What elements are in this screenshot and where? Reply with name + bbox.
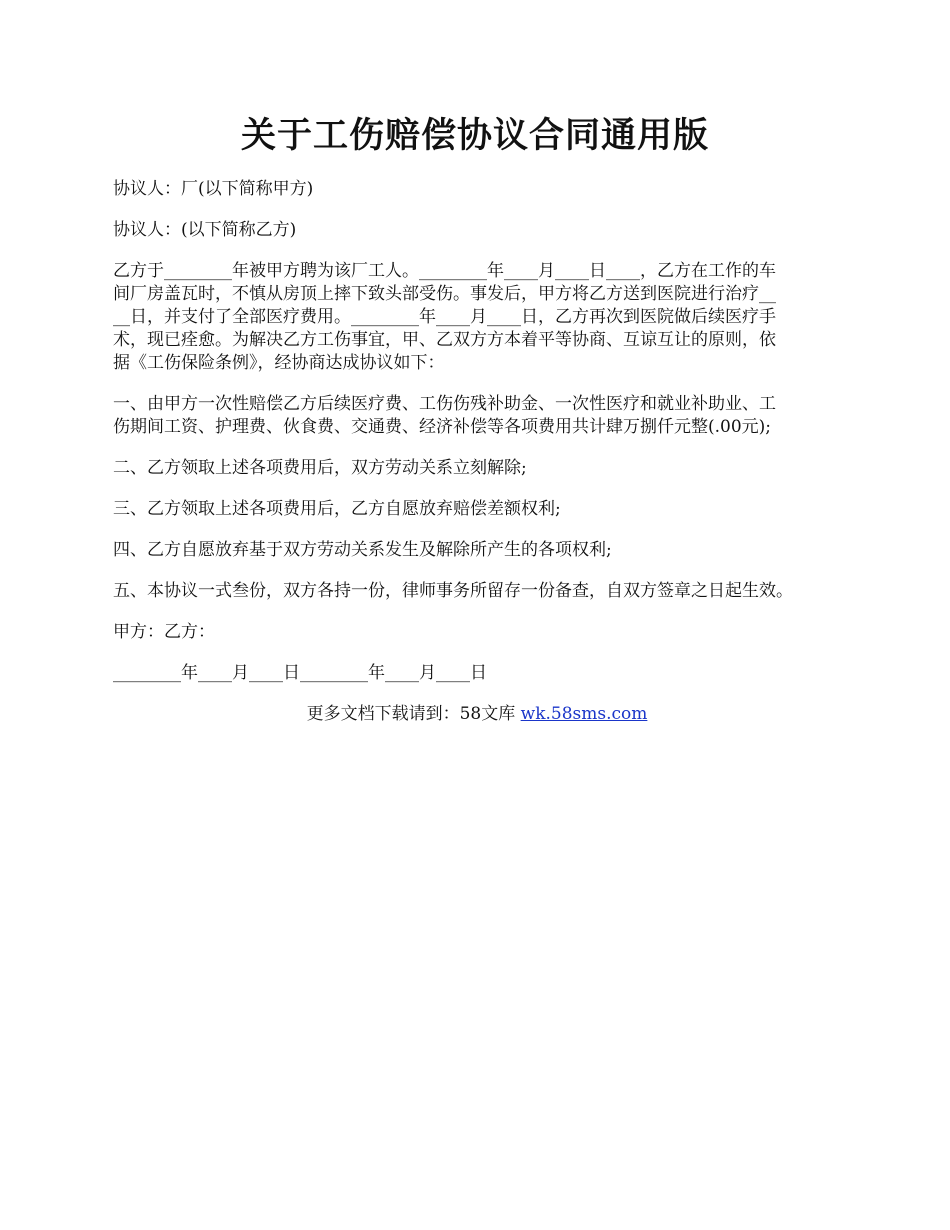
party-b-line: 协议人：(以下简称乙方): [113, 220, 297, 240]
footer-link[interactable]: wk.58sms.com: [520, 704, 648, 724]
intro-line: 术，现已痊愈。为解决乙方工伤事宜，甲、乙双方方本着平等协商、互谅互让的原则，依: [113, 330, 776, 350]
intro-line: __日，并支付了全部医疗费用。________年____月____日，乙方再次到医院做后续医疗手: [113, 307, 776, 327]
footer-text: 更多文档下载请到：58文库: [306, 704, 521, 724]
date-line: ________年____月____日________年____月____日: [113, 663, 487, 683]
clause-2: 二、乙方领取上述各项费用后，双方劳动关系立刻解除;: [113, 458, 527, 478]
clause-4: 四、乙方自愿放弃基于双方劳动关系发生及解除所产生的各项权利;: [113, 540, 612, 560]
clause-1: [113, 393, 841, 439]
clause-1-line: 一、由甲方一次性赔偿乙方后续医疗费、工伤伤残补助金、一次性医疗和就业补助业、工: [113, 394, 776, 414]
clause-3: 三、乙方领取上述各项费用后，乙方自愿放弃赔偿差额权利;: [113, 499, 561, 519]
document-title: 关于工伤赔偿协议合同通用版: [240, 115, 709, 156]
download-footer: [113, 703, 841, 726]
intro-paragraph: [113, 260, 841, 375]
document-body: [113, 178, 841, 726]
clause-5: 五、本协议一式叁份，双方各持一份，律师事务所留存一份备查，自双方签章之日起生效。: [113, 581, 793, 601]
signature-line: 甲方：乙方：: [113, 622, 215, 642]
intro-line: 据《工伤保险条例》，经协商达成协议如下：: [113, 353, 445, 373]
clause-1-line: 伤期间工资、护理费、伙食费、交通费、经济补偿等各项费用共计肆万捌仟元整(.00元);: [113, 417, 772, 437]
intro-line: 乙方于________年被甲方聘为该厂工人。________年____月____日____，乙方在工作的车: [113, 261, 776, 281]
party-a-line: 协议人：厂(以下简称甲方): [113, 179, 314, 199]
intro-line: 间厂房盖瓦时，不慎从房顶上摔下致头部受伤。事发后，甲方将乙方送到医院进行治疗__: [113, 284, 776, 304]
